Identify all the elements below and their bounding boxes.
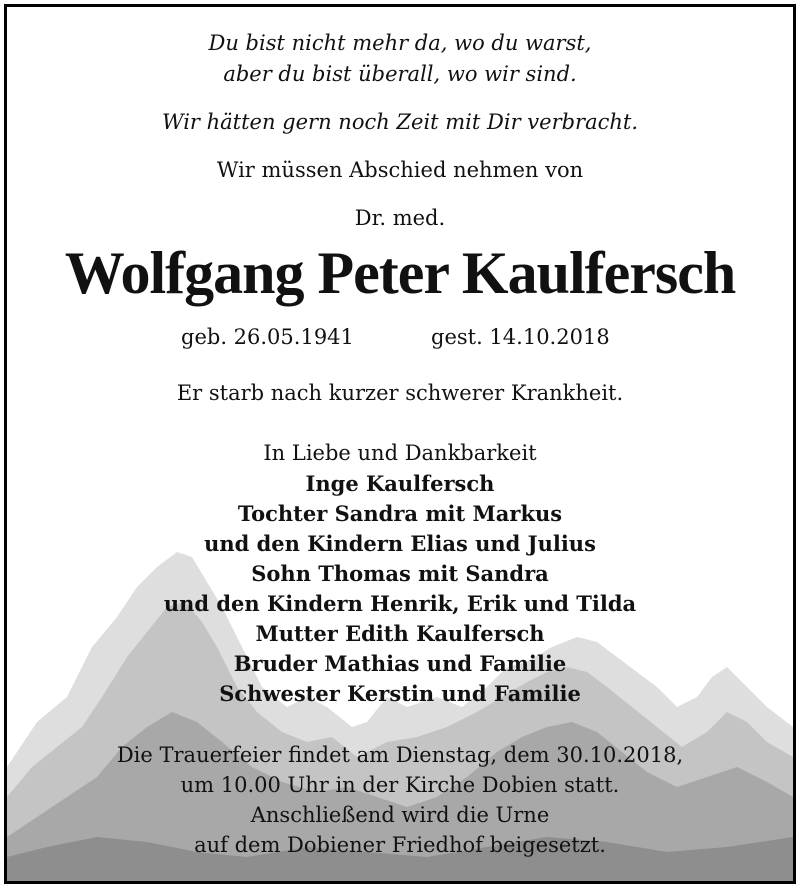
intro-line: Wir müssen Abschied nehmen von xyxy=(216,158,584,182)
wish-line: Wir hätten gern noch Zeit mit Dir verbracht. xyxy=(161,110,639,134)
funeral-line: Die Trauerfeier findet am Dienstag, dem 30.10.2018, xyxy=(116,743,684,767)
funeral-line: Anschließend wird die Urne xyxy=(250,803,550,827)
funeral-line: auf dem Dobiener Friedhof beigesetzt. xyxy=(194,833,606,857)
mourner-line: Inge Kaulfersch xyxy=(305,471,495,496)
mourner-line: Schwester Kerstin und Familie xyxy=(219,681,581,706)
obituary-notice xyxy=(4,4,796,884)
mourners-intro: In Liebe und Dankbarkeit xyxy=(263,441,537,465)
cause-line: Er starb nach kurzer schwerer Krankheit. xyxy=(176,381,624,405)
poem-line-2: aber du bist überall, wo wir sind. xyxy=(223,62,577,86)
death-date: gest. 14.10.2018 xyxy=(431,325,610,349)
mourner-line: Tochter Sandra mit Markus xyxy=(237,501,563,526)
funeral-line: um 10.00 Uhr in der Kirche Dobien statt. xyxy=(180,773,620,797)
mourner-line: Sohn Thomas mit Sandra xyxy=(251,561,549,586)
mourner-line: Bruder Mathias und Familie xyxy=(233,651,567,676)
academic-title: Dr. med. xyxy=(354,206,446,230)
mourner-line: und den Kindern Henrik, Erik und Tilda xyxy=(163,591,637,616)
birth-date: geb. 26.05.1941 xyxy=(181,325,354,349)
poem-line-1: Du bist nicht mehr da, wo du warst, xyxy=(208,31,592,55)
deceased-name: Wolfgang Peter Kaulfersch xyxy=(64,240,736,306)
mourner-line: und den Kindern Elias und Julius xyxy=(204,531,596,556)
mourner-line: Mutter Edith Kaulfersch xyxy=(255,621,545,646)
